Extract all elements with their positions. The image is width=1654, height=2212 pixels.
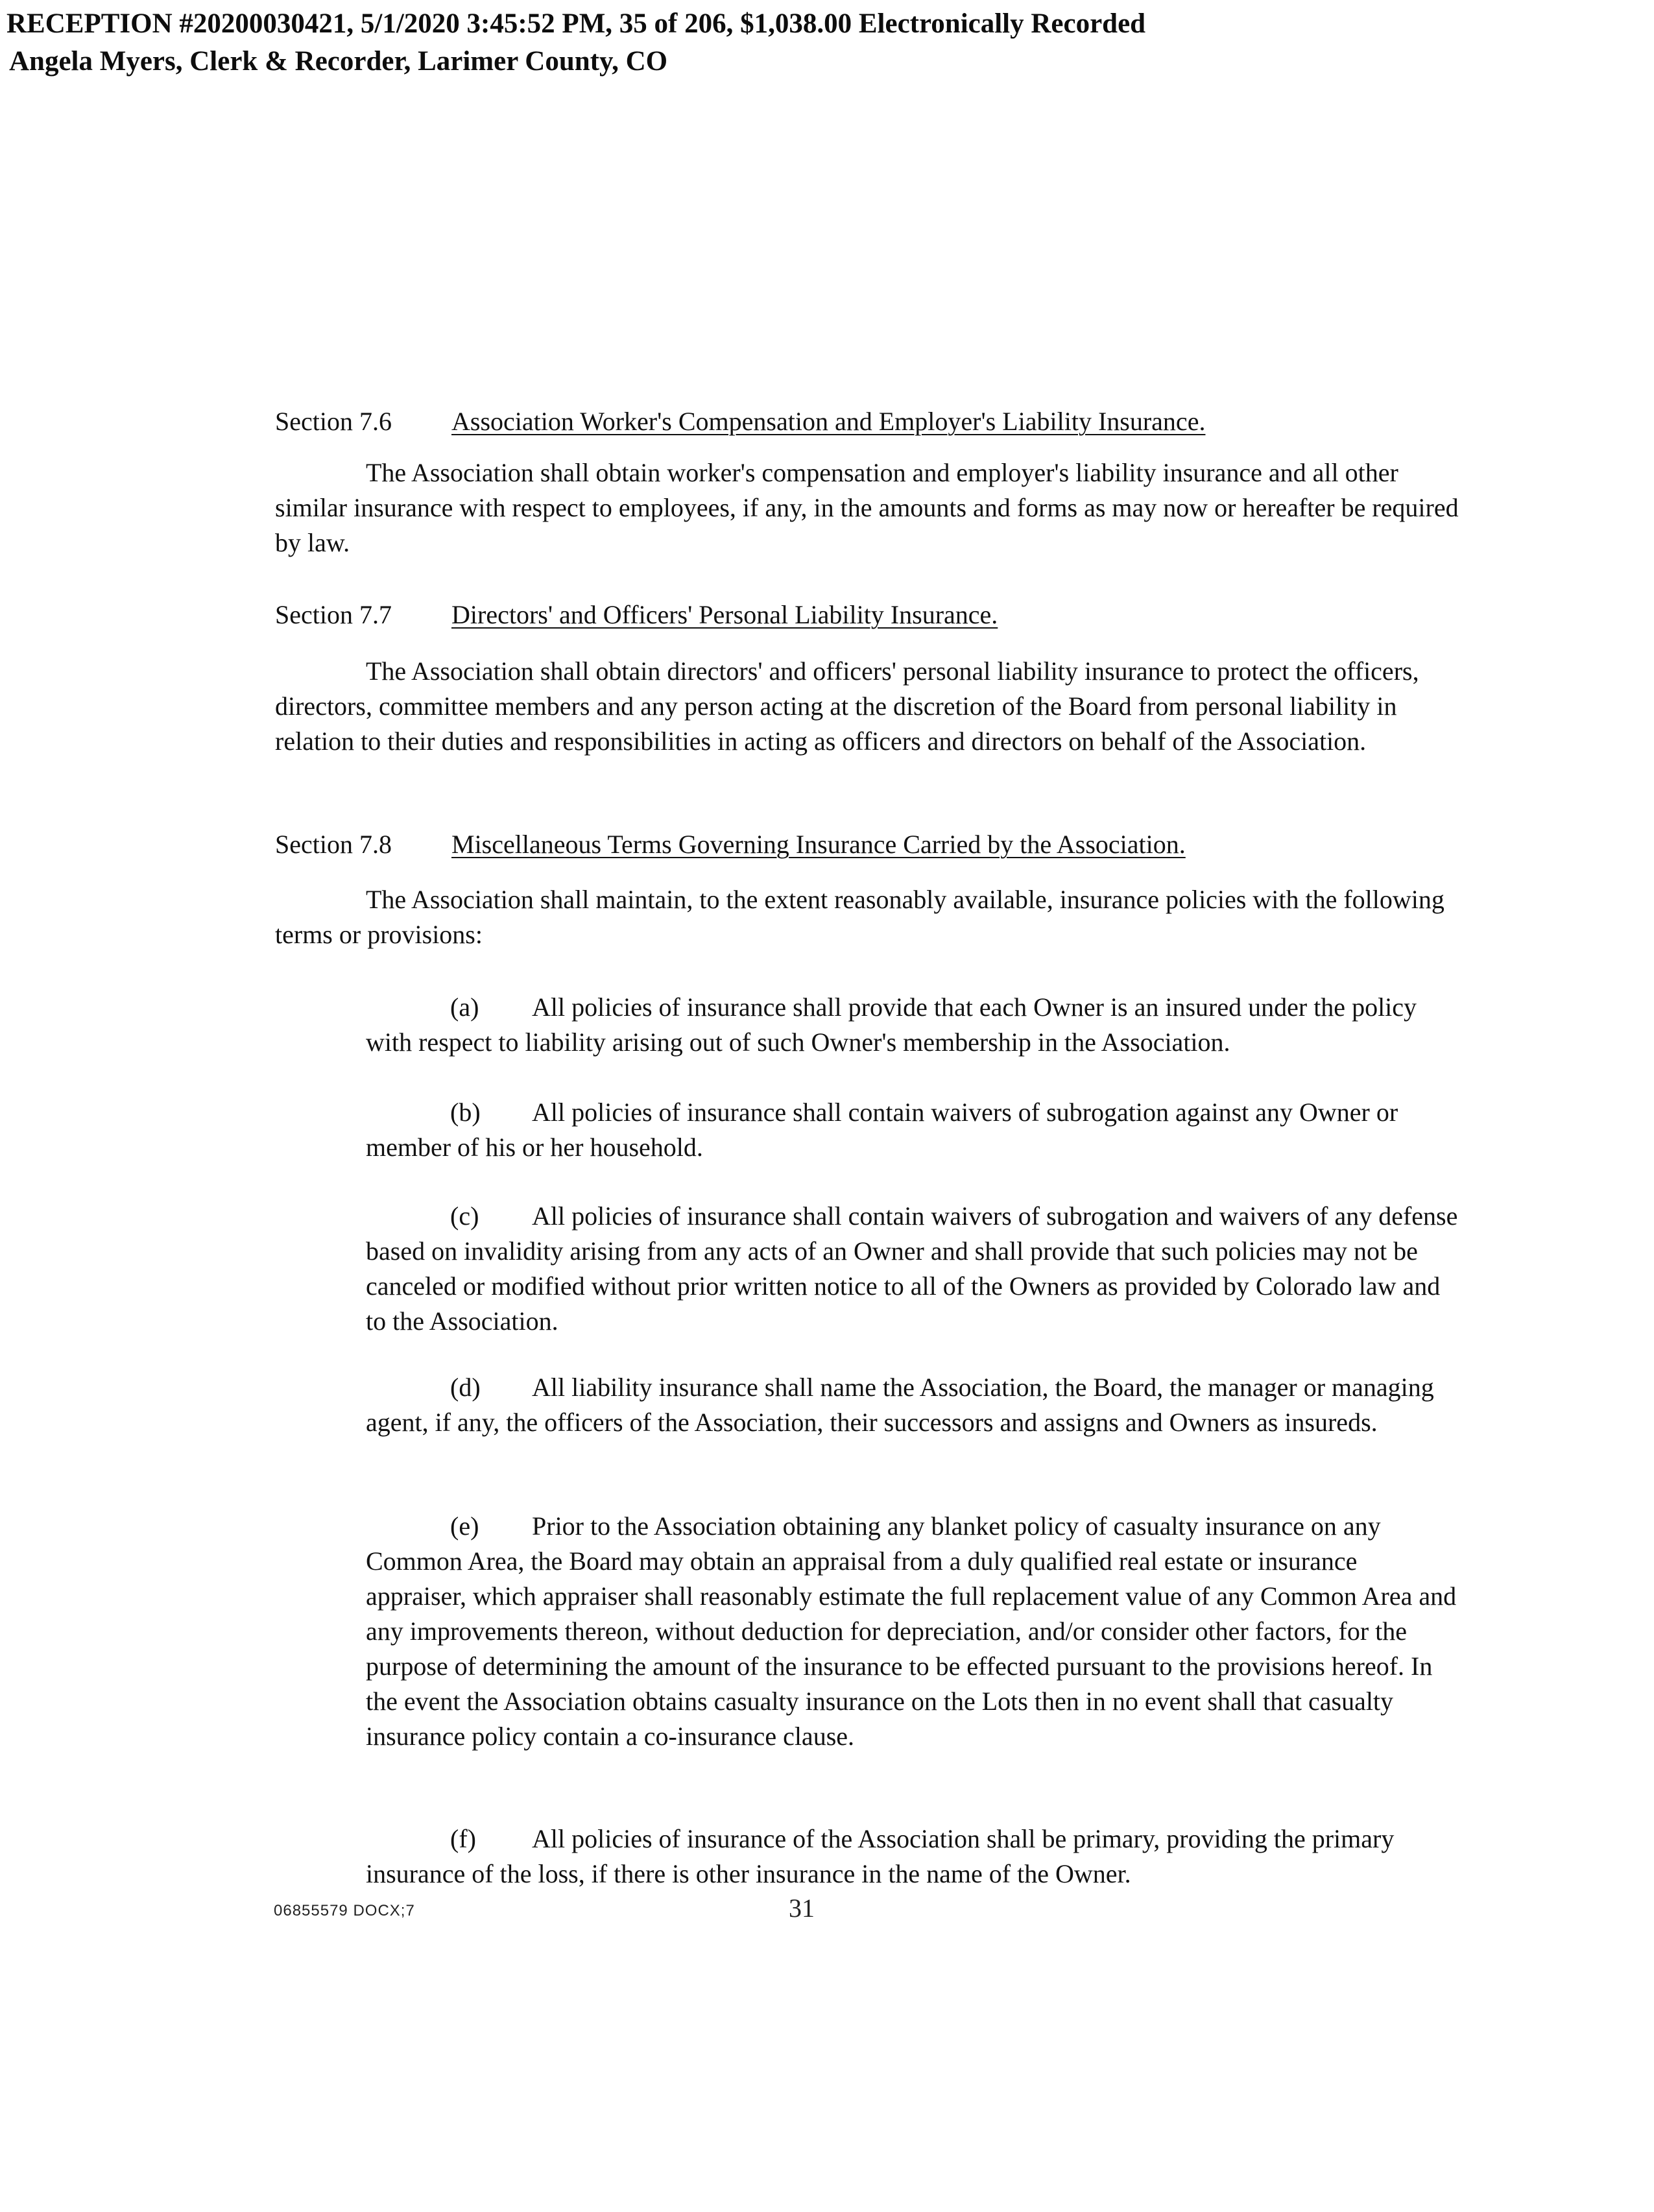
section-title: Association Worker's Compensation and Employer's Liability Insurance. bbox=[451, 407, 1206, 436]
section-heading-7-6 bbox=[275, 405, 1205, 439]
section-body-text: The Association shall maintain, to the extent reasonably available, insurance policies with the following terms or provisions: bbox=[275, 885, 1444, 949]
provision-item-c bbox=[366, 1199, 1462, 1339]
page-number: 31 bbox=[789, 1893, 815, 1923]
provision-item-b bbox=[366, 1095, 1462, 1165]
provision-label: (c) bbox=[450, 1201, 479, 1231]
provision-label: (a) bbox=[450, 992, 479, 1022]
section-title: Directors' and Officers' Personal Liability Insurance. bbox=[451, 600, 998, 629]
provision-label: (e) bbox=[450, 1511, 479, 1541]
provision-label: (f) bbox=[450, 1824, 476, 1853]
provision-text: All liability insurance shall name the Association, the Board, the manager or managing agent, if any, the officers of the Association, their successors and assigns and Owners as insureds. bbox=[366, 1373, 1434, 1437]
section-number: Section 7.6 bbox=[275, 407, 392, 436]
section-body-7-8 bbox=[275, 882, 1475, 952]
provision-item-f bbox=[366, 1821, 1462, 1892]
provision-text: All policies of insurance shall provide that each Owner is an insured under the policy with respect to liability arising out of such Owner's membership in the Association. bbox=[366, 992, 1417, 1057]
recording-stamp-line2: Angela Myers, Clerk & Recorder, Larimer County, CO bbox=[9, 46, 668, 77]
section-heading-7-8 bbox=[275, 828, 1186, 861]
provision-text: All policies of insurance shall contain waivers of subrogation against any Owner or member of his or her household. bbox=[366, 1098, 1398, 1162]
provision-text: Prior to the Association obtaining any blanket policy of casualty insurance on any Common Area, the Board may obtain an appraisal from a duly qualified real estate or insurance appraiser, which appraiser shall reasonably estimate the full replacement value of any Common Area and any improvements thereon, without deduction for depreciation, and/or consider other factors, for the purpose of determining the amount of the insurance to be effected pursuant to the provisions hereof. In the event the Association obtains casualty insurance on the Lots then in no event shall that casualty insurance policy contain a co-insurance clause. bbox=[366, 1511, 1457, 1751]
section-body-text: The Association shall obtain worker's compensation and employer's liability insurance and all other similar insurance with respect to employees, if any, in the amounts and forms as may now or hereafter be required by law. bbox=[275, 458, 1459, 557]
provision-item-d bbox=[366, 1370, 1462, 1440]
document-id: 06855579 DOCX;7 bbox=[274, 1902, 415, 1919]
section-body-7-7 bbox=[275, 654, 1475, 759]
provision-label: (d) bbox=[450, 1373, 481, 1402]
provision-text: All policies of insurance of the Association shall be primary, providing the primary insurance of the loss, if there is other insurance in the name of the Owner. bbox=[366, 1824, 1395, 1888]
provision-text: All policies of insurance shall contain waivers of subrogation and waivers of any defense based on invalidity arising from any acts of an Owner and shall provide that such policies may not be canceled or modified without prior written notice to all of the Owners as provided by Colorado law and to the Association. bbox=[366, 1201, 1458, 1336]
provision-label: (b) bbox=[450, 1098, 481, 1127]
section-number: Section 7.7 bbox=[275, 600, 392, 629]
section-heading-7-7 bbox=[275, 598, 998, 632]
recording-stamp-line1: RECEPTION #20200030421, 5/1/2020 3:45:52 PM, 35 of 206, $1,038.00 Electronically Recorded bbox=[6, 8, 1146, 39]
section-body-7-6 bbox=[275, 455, 1475, 560]
provision-item-e bbox=[366, 1509, 1462, 1754]
provision-item-a bbox=[366, 990, 1462, 1060]
recording-stamp bbox=[6, 5, 1145, 80]
section-title: Miscellaneous Terms Governing Insurance Carried by the Association. bbox=[451, 830, 1186, 859]
section-body-text: The Association shall obtain directors' and officers' personal liability insurance to protect the officers, directors, committee members and any person acting at the discretion of the Board from personal liability in relation to their duties and responsibilities in acting as officers and directors on behalf of the Association. bbox=[275, 656, 1419, 756]
section-number: Section 7.8 bbox=[275, 830, 392, 859]
